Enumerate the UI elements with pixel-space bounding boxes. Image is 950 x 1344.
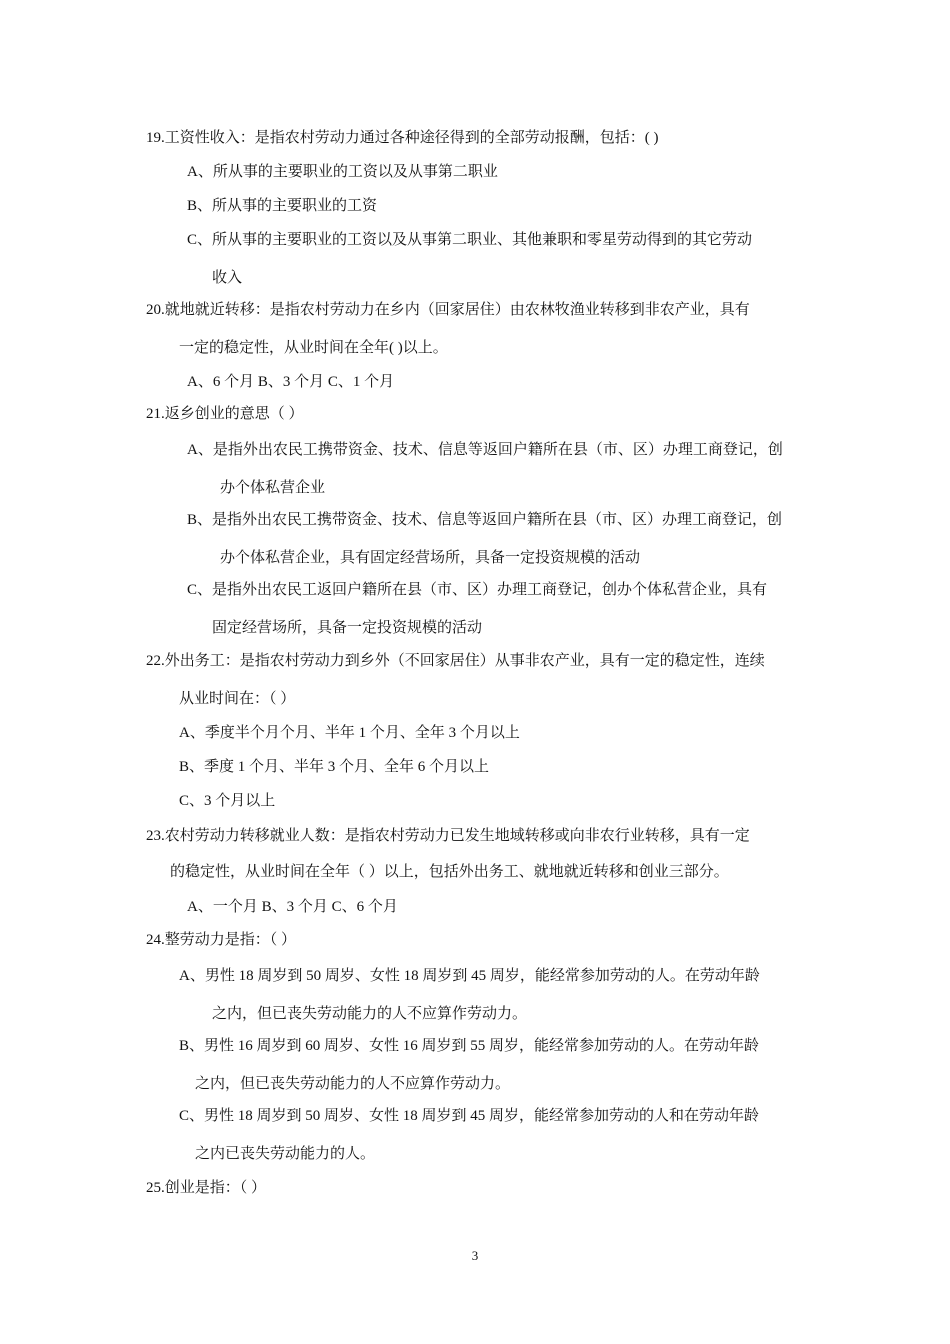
question-24-option-c-cont: 之内已丧失劳动能力的人。 — [195, 1146, 376, 1162]
question-24-option-a-cont: 之内，但已丧失劳动能力的人不应算作劳动力。 — [212, 1006, 528, 1022]
question-19-option-c-cont: 收入 — [212, 270, 243, 286]
question-21-option-a-cont: 办个体私营企业 — [220, 480, 326, 496]
question-22-option-b: B、季度 1 个月、半年 3 个月、全年 6 个月以上 — [179, 759, 490, 775]
page-number: 3 — [471, 1248, 479, 1263]
question-25-stem: 25.创业是指：（ ） — [146, 1180, 267, 1196]
question-24-stem: 24.整劳动力是指：（ ） — [146, 932, 297, 948]
question-20-options: A、6 个月 B、3 个月 C、1 个月 — [187, 374, 395, 390]
question-21-stem: 21.返乡创业的意思（ ） — [146, 406, 304, 422]
question-23-stem-cont: 的稳定性，从业时间在全年（ ）以上，包括外出务工、就地就近转移和创业三部分。 — [170, 864, 729, 880]
question-24-option-b: B、男性 16 周岁到 60 周岁、女性 16 周岁到 55 周岁，能经常参加劳动的人。在劳动年龄 — [179, 1038, 760, 1054]
question-21-option-b: B、是指外出农民工携带资金、技术、信息等返回户籍所在县（市、区）办理工商登记，创 — [187, 512, 783, 528]
question-21-option-a: A、是指外出农民工携带资金、技术、信息等返回户籍所在县（市、区）办理工商登记，创 — [187, 442, 783, 458]
question-19-option-a: A、所从事的主要职业的工资以及从事第二职业 — [187, 164, 498, 180]
question-22-stem-cont: 从业时间在：（ ） — [179, 691, 296, 707]
question-22-stem: 22.外出务工：是指农村劳动力到乡外（不回家居住）从事非农产业，具有一定的稳定性，连续 — [146, 653, 765, 669]
question-19-stem: 19.工资性收入：是指农村劳动力通过各种途径得到的全部劳动报酬，包括：( ) — [146, 130, 659, 146]
question-19-option-c: C、所从事的主要职业的工资以及从事第二职业、其他兼职和零星劳动得到的其它劳动 — [187, 232, 753, 248]
question-20-stem-cont: 一定的稳定性，从业时间在全年( )以上。 — [179, 340, 448, 356]
question-21-option-c: C、是指外出农民工返回户籍所在县（市、区）办理工商登记，创办个体私营企业，具有 — [187, 582, 768, 598]
question-24-option-c: C、男性 18 周岁到 50 周岁、女性 18 周岁到 45 周岁，能经常参加劳动的人和在劳动年龄 — [179, 1108, 760, 1124]
question-22-option-a: A、季度半个月个月、半年 1 个月、全年 3 个月以上 — [179, 725, 520, 741]
question-24-option-a: A、男性 18 周岁到 50 周岁、女性 18 周岁到 45 周岁，能经常参加劳动的人。在劳动年龄 — [179, 968, 760, 984]
question-19-option-b: B、所从事的主要职业的工资 — [187, 198, 378, 214]
question-24-option-b-cont: 之内，但已丧失劳动能力的人不应算作劳动力。 — [195, 1076, 511, 1092]
question-22-option-c: C、3 个月以上 — [179, 793, 276, 809]
question-23-options: A、一个月 B、3 个月 C、6 个月 — [187, 899, 398, 915]
question-21-option-c-cont: 固定经营场所，具备一定投资规模的活动 — [212, 620, 483, 636]
question-20-stem: 20.就地就近转移：是指农村劳动力在乡内（回家居住）由农林牧渔业转移到非农产业，具有 — [146, 302, 750, 318]
question-23-stem: 23.农村劳动力转移就业人数：是指农村劳动力已发生地域转移或向非农行业转移，具有一定 — [146, 828, 750, 844]
question-21-option-b-cont: 办个体私营企业，具有固定经营场所，具备一定投资规模的活动 — [220, 550, 641, 566]
